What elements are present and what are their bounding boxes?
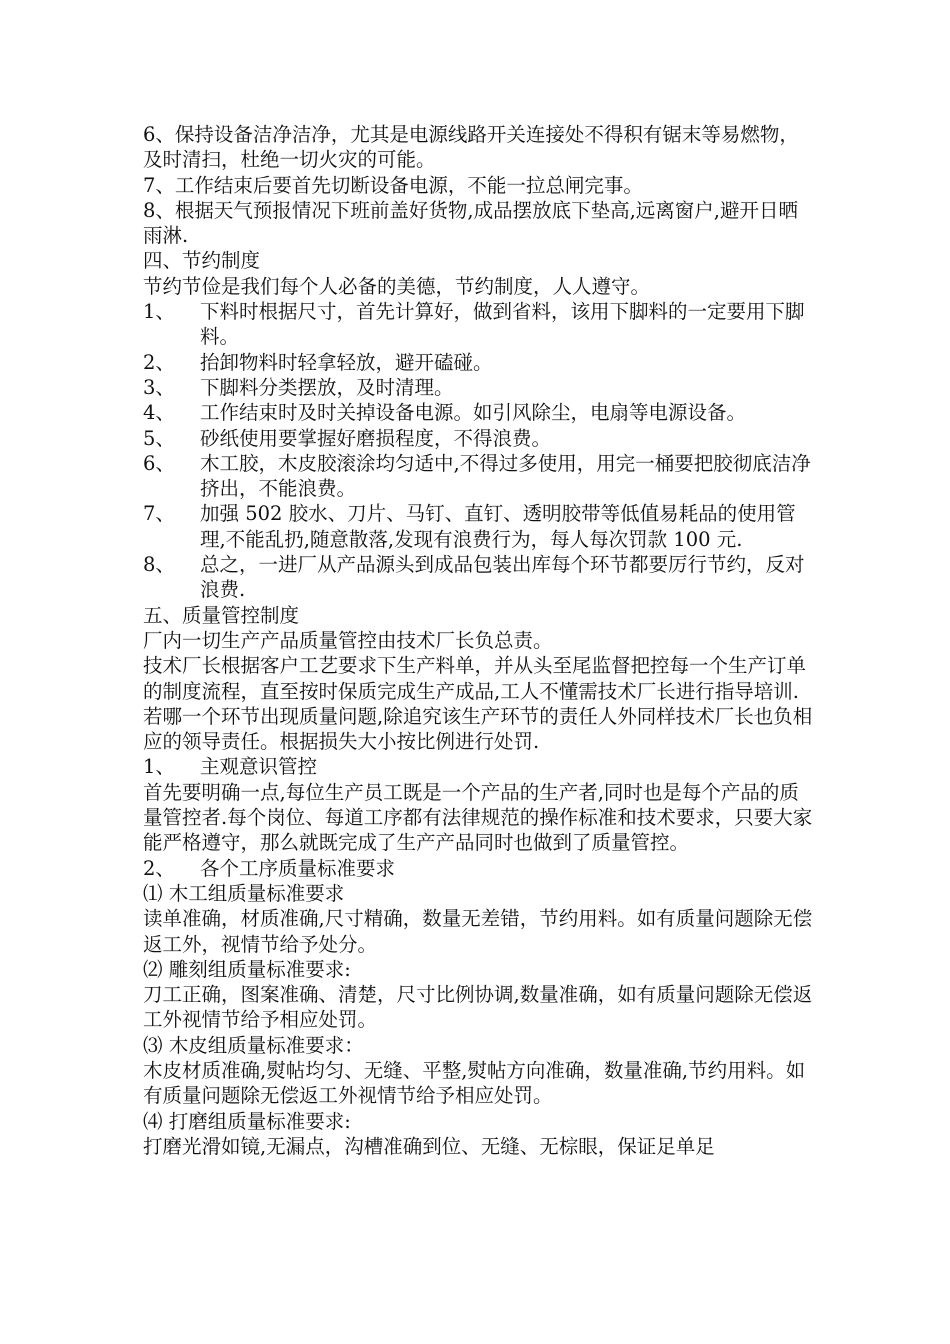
group-title-carving: ⑵ 雕刻组质量标准要求: bbox=[143, 957, 351, 981]
paragraph-6: 6、保持设备洁净洁净，尤其是电源线路开关连接处不得积有锯末等易燃物，及时清扫，杜绝一切火灾的可能。 bbox=[143, 123, 799, 172]
list-item bbox=[143, 501, 813, 552]
section-5-paragraph-3: 首先要明确一点,每位生产员工既是一个产品的生产者,同时也是每个产品的质量管控者.每个岗位、每道工序都有法律规范的操作标准和技术要求，只要大家能严格遵守，那么就既完成了生产产品同时也做到了质量管控。 bbox=[143, 780, 813, 855]
list-item-text: 抬卸物料时轻拿轻放，避开磕碰。 bbox=[200, 350, 493, 374]
list-item-text: 下脚料分类摆放，及时清理。 bbox=[200, 375, 454, 399]
list-item-number: 8、 bbox=[143, 553, 175, 577]
list-item-number: 3、 bbox=[143, 375, 175, 399]
list-item-number: 1、 bbox=[143, 300, 175, 324]
list-item bbox=[143, 375, 813, 400]
list-item-number: 6、 bbox=[143, 451, 175, 475]
section-5-heading: 五、质量管控制度 bbox=[143, 603, 300, 627]
group-title-sanding: ⑷ 打磨组质量标准要求: bbox=[143, 1109, 351, 1133]
list-item-text: 总之，一进厂从产品源头到成品包装出库每个环节都要厉行节约，反对浪费. bbox=[200, 553, 805, 602]
group-text-carving: 刀工正确，图案准确、清楚，尺寸比例协调,数量准确，如有质量问题除无偿返工外视情节给予相应处罚。 bbox=[143, 983, 813, 1032]
subheading-number: 2、 bbox=[143, 856, 175, 880]
subheading-text: 主观意识管控 bbox=[200, 755, 318, 779]
group-text-sanding: 打磨光滑如镜,无漏点，沟槽准确到位、无缝、无棕眼，保证足单足 bbox=[143, 1134, 715, 1158]
list-item bbox=[143, 299, 813, 350]
list-item-text: 加强 502 胶水、刀片、马钉、直钉、透明胶带等低值易耗品的使用管理,不能乱扔,随意散落,发现有浪费行为，每人每次罚款 100 元. bbox=[200, 502, 796, 551]
list-item bbox=[143, 426, 813, 451]
section-5-paragraph-2: 技术厂长根据客户工艺要求下生产料单，并从头至尾监督把控每一个生产订单的制度流程，直至按时保质完成生产成品,工人不懂需技术厂长进行指导培训.若哪一个环节出现质量问题,除追究该生产环节的责任人外同样技术厂长也负相应的领导责任。根据损失大小按比例进行处罚. bbox=[143, 654, 813, 754]
paragraph-7: 7、工作结束后要首先切断设备电源，不能一拉总闸完事。 bbox=[143, 173, 643, 197]
group-text-veneer: 木皮材质准确,熨帖均匀、无缝、平整,熨帖方向准确，数量准确,节约用料。如有质量问题除无偿返工外视情节给予相应处罚。 bbox=[143, 1058, 806, 1108]
subheading-text: 各个工序质量标准要求 bbox=[200, 856, 396, 880]
section-4-intro: 节约节俭是我们每个人必备的美德，节约制度，人人遵守。 bbox=[143, 274, 651, 298]
group-title-veneer: ⑶ 木皮组质量标准要求： bbox=[143, 1033, 364, 1057]
list-item-number: 4、 bbox=[143, 401, 175, 425]
document-page bbox=[143, 122, 813, 1159]
list-item-text: 砂纸使用要掌握好磨损程度，不得浪费。 bbox=[200, 426, 552, 450]
list-item-number: 2、 bbox=[143, 350, 175, 374]
subheading-number: 1、 bbox=[143, 755, 175, 779]
section-5-paragraph-1: 厂内一切生产产品质量管控由技术厂长负总责。 bbox=[143, 628, 553, 652]
list-item bbox=[143, 552, 813, 603]
list-item bbox=[143, 350, 813, 375]
list-item bbox=[143, 451, 813, 502]
subheading-2 bbox=[143, 856, 813, 881]
list-item-text: 木工胶，木皮胶滚涂均匀适中,不得过多使用，用完一桶要把胶彻底洁净挤出，不能浪费。 bbox=[200, 451, 811, 501]
list-item bbox=[143, 400, 813, 425]
list-item-number: 5、 bbox=[143, 426, 175, 450]
list-item-number: 7、 bbox=[143, 502, 175, 526]
section-4-heading: 四、节约制度 bbox=[143, 249, 261, 273]
group-text-woodwork: 读单准确，材质准确,尺寸精确，数量无差错，节约用料。如有质量问题除无偿返工外，视情节给予处分。 bbox=[143, 907, 813, 956]
list-item-text: 工作结束时及时关掉设备电源。如引风除尘，电扇等电源设备。 bbox=[200, 401, 747, 425]
group-title-woodwork: ⑴ 木工组质量标准要求 bbox=[143, 881, 345, 905]
paragraph-8: 8、根据天气预报情况下班前盖好货物,成品摆放底下垫高,远离窗户,避开日晒雨淋. bbox=[143, 198, 799, 248]
subheading-1 bbox=[143, 754, 813, 779]
list-item-text: 下料时根据尺寸，首先计算好，做到省料，该用下脚料的一定要用下脚料。 bbox=[200, 300, 805, 349]
